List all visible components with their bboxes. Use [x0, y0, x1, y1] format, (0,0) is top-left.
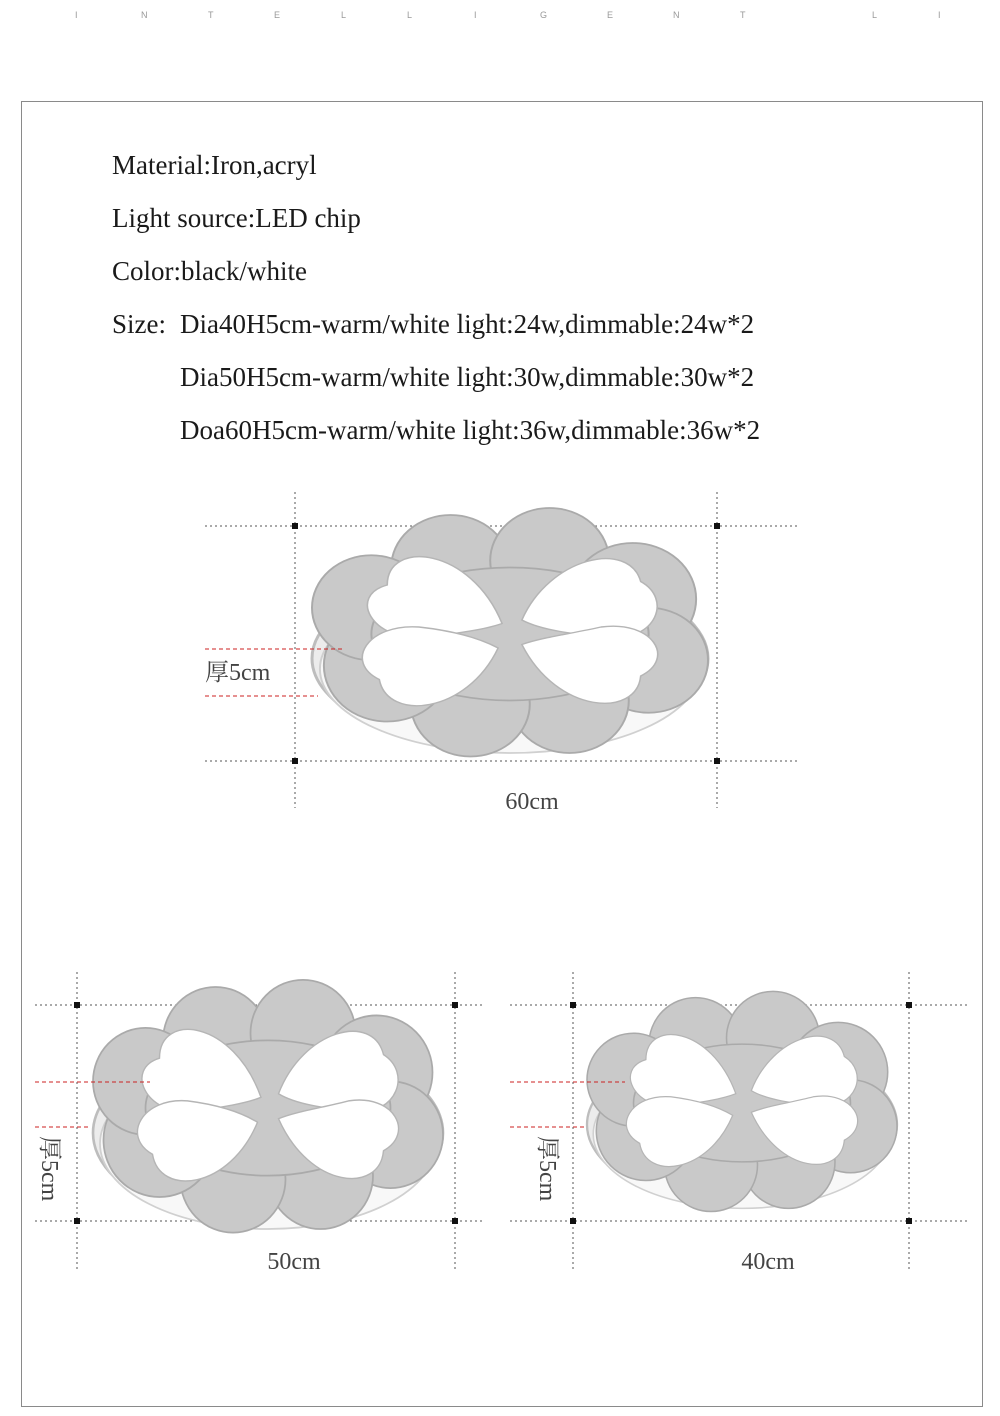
header-letter: I: [474, 10, 478, 20]
spec-size-line: Dia40H5cm-warm/white light:24w,dimmable:24w*2: [180, 309, 755, 339]
width-label-60cm: 60cm: [505, 789, 559, 815]
spec-size-label: Size:: [112, 309, 166, 339]
spec-light-source: Light source:LED chip: [112, 203, 361, 233]
diagram-60cm: [205, 492, 798, 808]
diagram-50cm: [35, 972, 482, 1270]
thickness-label-60cm: 厚5cm: [205, 660, 271, 686]
header-letter: T: [740, 10, 747, 20]
spec-color: Color:black/white: [112, 256, 307, 286]
thickness-label-40cm: 厚5cm: [534, 1136, 560, 1202]
header-letter: I: [75, 10, 79, 20]
header-letter: L: [341, 10, 348, 20]
spec-size-line: Doa60H5cm-warm/white light:36w,dimmable:36w*2: [180, 415, 761, 445]
header-letter: I: [938, 10, 942, 20]
header-letter: L: [407, 10, 414, 20]
diagram-40cm: [510, 972, 970, 1270]
spec-size-line: Dia50H5cm-warm/white light:30w,dimmable:30w*2: [180, 362, 755, 392]
width-label-40cm: 40cm: [741, 1249, 795, 1275]
thickness-label-50cm: 厚5cm: [36, 1136, 62, 1202]
header-letter: L: [872, 10, 879, 20]
header-letter: N: [141, 10, 149, 20]
header-letter: E: [607, 10, 615, 20]
header-letter: G: [540, 10, 549, 20]
header-letter: E: [274, 10, 282, 20]
header-letter: N: [673, 10, 681, 20]
spec-material: Material:Iron,acryl: [112, 150, 317, 180]
header-letter: T: [208, 10, 215, 20]
width-label-50cm: 50cm: [267, 1249, 321, 1275]
